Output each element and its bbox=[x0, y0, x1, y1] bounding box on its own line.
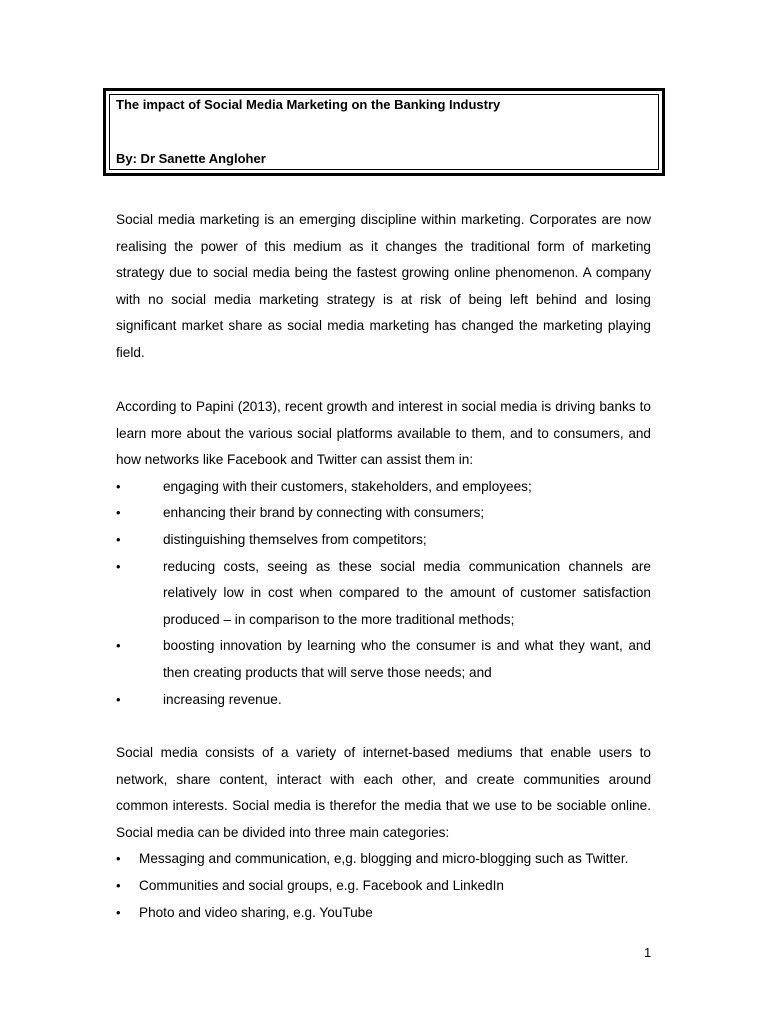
list-item bbox=[116, 873, 651, 900]
list-item-text: reducing costs, seeing as these social media communication channels are relatively low in cost when compared to the amount of customer satisfaction produced – in comparison to the more traditional methods; bbox=[163, 558, 651, 627]
list-item bbox=[116, 900, 651, 927]
bullet-icon: • bbox=[116, 877, 121, 893]
list-item bbox=[116, 527, 651, 554]
paragraph-categories bbox=[116, 740, 651, 926]
document-author: By: Dr Sanette Angloher bbox=[116, 151, 266, 166]
list-item-text: Messaging and communication, e,g. blogging and micro-blogging such as Twitter. bbox=[139, 851, 629, 867]
list-item-text: Photo and video sharing, e.g. YouTube bbox=[139, 904, 373, 920]
categories-list bbox=[116, 846, 651, 926]
bullet-icon: • bbox=[116, 904, 121, 920]
list-item bbox=[116, 846, 651, 873]
list-item bbox=[116, 633, 651, 686]
page-number: 1 bbox=[644, 945, 652, 960]
list-item-text: distinguishing themselves from competitors; bbox=[163, 531, 427, 547]
bullet-icon: • bbox=[116, 505, 121, 521]
list-item bbox=[116, 474, 651, 501]
list-item bbox=[116, 687, 651, 714]
list-item-text: Communities and social groups, e.g. Facebook and LinkedIn bbox=[139, 877, 504, 893]
list-item-text: engaging with their customers, stakeholders, and employees; bbox=[163, 478, 532, 494]
paragraph-papini bbox=[116, 394, 651, 713]
list-item-text: enhancing their brand by connecting with consumers; bbox=[163, 505, 485, 521]
bullet-icon: • bbox=[116, 691, 121, 707]
bullet-icon: • bbox=[116, 851, 121, 867]
document-title: The impact of Social Media Marketing on the Banking Industry bbox=[116, 97, 501, 112]
list-item bbox=[116, 554, 651, 634]
paragraph-intro bbox=[116, 207, 651, 367]
benefits-list bbox=[116, 474, 651, 713]
bullet-icon: • bbox=[116, 478, 121, 494]
list-item-text: increasing revenue. bbox=[163, 691, 282, 707]
bullet-icon: • bbox=[116, 558, 121, 574]
paragraph-categories-text: Social media consists of a variety of internet-based mediums that enable users to network, share content, interact with each other, and create communities around common interests. Social media is therefor the media that we use to be sociable online. Social media can be divided into three main categories: bbox=[116, 745, 651, 840]
list-item bbox=[116, 500, 651, 527]
bullet-icon: • bbox=[116, 638, 121, 654]
bullet-icon: • bbox=[116, 531, 121, 547]
list-item-text: boosting innovation by learning who the consumer is and what they want, and then creating products that will serve those needs; and bbox=[163, 638, 651, 680]
paragraph-intro-text: Social media marketing is an emerging discipline within marketing. Corporates are now realising the power of this medium as it changes the traditional form of marketing strategy due to social media being the fastest growing online phenomenon. A company with no social media marketing strategy is at risk of being left behind and losing significant market share as social media marketing has changed the marketing playing field. bbox=[116, 212, 651, 360]
paragraph-papini-text: According to Papini (2013), recent growth and interest in social media is driving banks to learn more about the various social platforms available to them, and to consumers, and how networks like Facebook and Twitter can assist them in: bbox=[116, 399, 651, 468]
